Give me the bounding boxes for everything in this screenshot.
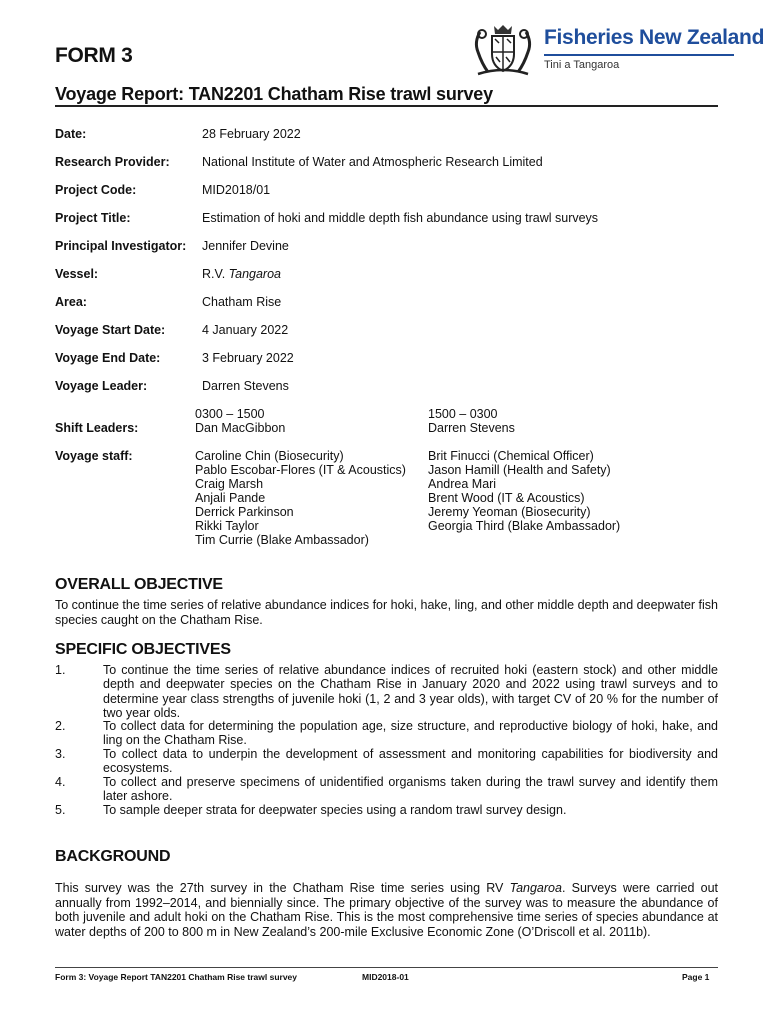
vessel-label: Vessel: [55, 267, 99, 281]
shift-right-name: Darren Stevens [428, 421, 515, 435]
vessel-prefix: R.V. [202, 267, 229, 281]
background-vessel-name: Tangaroa [509, 881, 562, 895]
staff-member: Andrea Mari [428, 477, 497, 491]
vessel-name: Tangaroa [228, 267, 282, 281]
voyage-start-value: 4 January 2022 [202, 323, 289, 337]
staff-member: Brit Finucci (Chemical Officer) [428, 449, 594, 463]
nz-coat-of-arms-icon [470, 22, 536, 78]
shift-right-time: 1500 – 0300 [428, 407, 498, 421]
background-text-start: This survey was the 27th survey in the Chatham Rise time series using RV [55, 881, 510, 895]
staff-member: Georgia Third (Blake Ambassador) [428, 519, 621, 533]
date-value: 28 February 2022 [202, 127, 301, 141]
principal-investigator-value: Jennifer Devine [202, 239, 289, 253]
objective-item [55, 663, 718, 720]
project-title-value: Estimation of hoki and middle depth fish abundance using trawl surveys [202, 211, 599, 225]
staff-member: Jason Hamill (Health and Safety) [428, 463, 611, 477]
overall-objective-heading: OVERALL OBJECTIVE [55, 576, 223, 593]
project-code-label: Project Code: [55, 183, 137, 197]
specific-objectives-heading: SPECIFIC OBJECTIVES [55, 641, 231, 658]
overall-objective-text: To continue the time series of relative abundance indices for hoki, hake, ling, and other middle depth and deepwater fish species caught on the Chatham Rise. [55, 598, 718, 627]
form-label: FORM 3 [55, 44, 133, 67]
objective-text: To collect and preserve specimens of unidentified organisms taken during the trawl survey and identify them later ashore. [103, 775, 718, 804]
objective-number: 5. [55, 803, 66, 817]
research-provider-value: National Institute of Water and Atmospheric Research Limited [202, 155, 543, 169]
shift-left-time: 0300 – 1500 [195, 407, 265, 421]
shift-leaders-label: Shift Leaders: [55, 421, 139, 435]
title-divider [55, 105, 718, 107]
brand-name: Fisheries New Zealand [544, 26, 765, 49]
footer-divider [55, 967, 718, 968]
objective-number: 4. [55, 775, 66, 789]
objective-text: To collect data for determining the population age, size structure, and reproductive biology of hoki, hake, and ling on the Chatham Rise. [103, 719, 718, 748]
staff-member: Tim Currie (Blake Ambassador) [195, 533, 369, 547]
shift-left [195, 407, 285, 435]
report-title: Voyage Report: TAN2201 Chatham Rise trawl survey [55, 84, 493, 104]
shift-right [428, 407, 515, 435]
objective-text: To continue the time series of relative abundance indices of recruited hoki (eastern stock) and other middle depth and deepwater species on the Chatham Rise in January 2020 and 2022 using trawl surveys and to determine year class strengths of juvenile hoki (1, 2 and 3 year olds), with target CV of 20 % for the number of two year olds. [103, 663, 718, 720]
objective-text: To sample deeper strata for deepwater species using a random trawl survey design. [103, 803, 567, 817]
background-heading: BACKGROUND [55, 848, 171, 865]
objective-item [55, 775, 718, 804]
principal-investigator-label: Principal Investigator: [55, 239, 187, 253]
staff-member: Caroline Chin (Biosecurity) [195, 449, 344, 463]
objective-number: 2. [55, 719, 66, 733]
project-code-value: MID2018/01 [202, 183, 271, 197]
footer-project-code: MID2018-01 [362, 972, 409, 982]
research-provider-label: Research Provider: [55, 155, 170, 169]
objective-text: To collect data to underpin the development of assessment and monitoring capabilities for biodiversity and ecosystems. [103, 747, 718, 776]
staff-member: Pablo Escobar-Flores (IT & Acoustics) [195, 463, 406, 477]
background-text [55, 881, 718, 939]
project-title-label: Project Title: [55, 211, 131, 225]
staff-right-list [428, 449, 620, 533]
objective-item [55, 803, 718, 817]
voyage-end-label: Voyage End Date: [55, 351, 161, 365]
staff-member: Derrick Parkinson [195, 505, 294, 519]
footer-title: Form 3: Voyage Report TAN2201 Chatham Rise trawl survey [55, 972, 298, 982]
objective-number: 3. [55, 747, 66, 761]
staff-left-list [195, 449, 406, 547]
voyage-end-value: 3 February 2022 [202, 351, 294, 365]
area-label: Area: [55, 295, 87, 309]
staff-member: Brent Wood (IT & Acoustics) [428, 491, 585, 505]
area-value: Chatham Rise [202, 295, 282, 309]
voyage-leader-value: Darren Stevens [202, 379, 289, 393]
footer-page-number: Page 1 [682, 972, 710, 982]
vessel-value [202, 267, 281, 281]
objective-item [55, 747, 718, 776]
brand-subtitle: Tini a Tangaroa [544, 59, 620, 71]
staff-member: Jeremy Yeoman (Biosecurity) [428, 505, 591, 519]
brand-divider [544, 54, 734, 56]
voyage-start-label: Voyage Start Date: [55, 323, 166, 337]
date-label: Date: [55, 127, 87, 141]
background-text-rest: . Surveys were carried out annually from 1992–2014, and biennially since. The primary objective of the survey was to measure the abundance of both juvenile and adult hoki on the Chatham Rise. This is the most comprehensive time series of species abundance at water depths of 200 to 800 m in New Zealand’s 200-mile Exclusive Economic Zone (O’Driscoll et al. 2011b). [55, 881, 718, 939]
staff-member: Anjali Pande [195, 491, 266, 505]
staff-member: Rikki Taylor [195, 519, 259, 533]
objective-number: 1. [55, 663, 66, 677]
staff-member: Craig Marsh [195, 477, 264, 491]
fisheries-logo [470, 22, 765, 78]
voyage-staff-label: Voyage staff: [55, 449, 133, 463]
shift-left-name: Dan MacGibbon [195, 421, 286, 435]
objective-item [55, 719, 718, 748]
voyage-leader-label: Voyage Leader: [55, 379, 148, 393]
